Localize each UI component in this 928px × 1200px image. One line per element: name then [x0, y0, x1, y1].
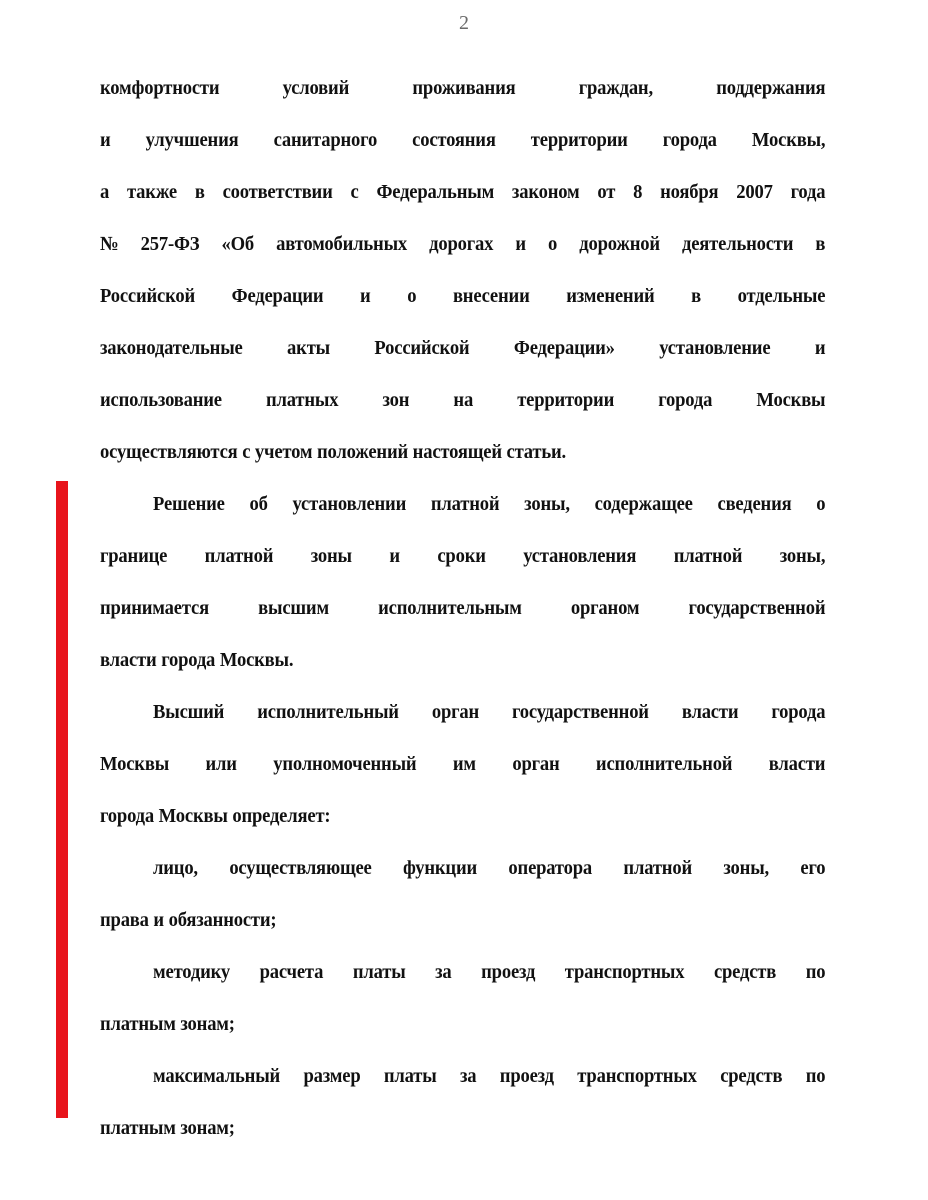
text-line: [100, 530, 825, 582]
text-line: [100, 270, 825, 322]
word: сроки: [437, 545, 486, 567]
word: комфортности: [100, 77, 220, 99]
word: на: [453, 389, 474, 411]
word: учетом: [254, 441, 313, 463]
word: функции: [403, 857, 478, 879]
text-line: [100, 426, 825, 478]
word: платной: [430, 493, 500, 515]
word: платы: [383, 1065, 437, 1087]
word: положений: [317, 441, 409, 463]
text-line: [100, 634, 825, 686]
word: территории: [530, 129, 628, 151]
word: или: [205, 753, 237, 775]
word: Федерации: [231, 285, 324, 307]
word: города: [161, 649, 216, 671]
word: границе: [100, 545, 168, 567]
text-line: [100, 894, 825, 946]
word: акты: [287, 337, 331, 359]
page-number: 2: [459, 12, 469, 34]
word: осуществляются: [100, 441, 238, 463]
word: изменений: [566, 285, 655, 307]
word: Федеральным: [376, 181, 495, 203]
word: с: [242, 441, 251, 463]
word: состояния: [412, 129, 496, 151]
word: зонам;: [180, 1013, 235, 1035]
word: власти: [768, 753, 826, 775]
text-line: [100, 166, 825, 218]
word: за: [459, 1065, 477, 1087]
word: по: [805, 1065, 826, 1087]
word: обязанности;: [168, 909, 277, 931]
word: соответствии: [222, 181, 333, 203]
text-line: [100, 1102, 825, 1154]
word: исполнительный: [257, 701, 399, 723]
word: осуществляющее: [229, 857, 372, 879]
word: расчета: [259, 961, 324, 983]
word: зоны,: [779, 545, 826, 567]
text-line: [100, 842, 825, 894]
word: проезд: [499, 1065, 554, 1087]
word: года: [790, 181, 826, 203]
word: территории: [517, 389, 615, 411]
word: Москвы: [100, 753, 170, 775]
word: и: [515, 233, 526, 255]
word: содержащее: [594, 493, 693, 515]
text-line: [100, 322, 825, 374]
document-text: [100, 62, 825, 1154]
word: и: [389, 545, 400, 567]
word: платным: [100, 1013, 176, 1035]
word: орган: [431, 701, 480, 723]
text-line: [100, 1050, 825, 1102]
word: города: [771, 701, 826, 723]
text-line: [100, 790, 825, 842]
word: установления: [523, 545, 637, 567]
document-body: [100, 62, 826, 1154]
word: условий: [282, 77, 350, 99]
word: санитарного: [273, 129, 378, 151]
text-line: [100, 738, 825, 790]
word: платы: [352, 961, 406, 983]
word: государственной: [512, 701, 649, 723]
word: о: [816, 493, 826, 515]
word: власти: [100, 649, 157, 671]
word: в: [815, 233, 826, 255]
word: высшим: [258, 597, 329, 619]
word: 8: [633, 181, 643, 203]
word: 257-ФЗ: [140, 233, 200, 255]
word: использование: [100, 389, 222, 411]
word: Москвы: [158, 805, 228, 827]
word: зон: [382, 389, 410, 411]
word: уполномоченный: [273, 753, 417, 775]
word: его: [800, 857, 826, 879]
word: орган: [512, 753, 560, 775]
text-line: [100, 686, 825, 738]
word: зонам;: [180, 1117, 235, 1139]
text-line: [100, 62, 825, 114]
word: в: [194, 181, 205, 203]
word: отдельные: [737, 285, 826, 307]
word: лицо,: [153, 857, 198, 879]
word: №: [100, 233, 119, 255]
word: настоящей: [412, 441, 502, 463]
word: города: [100, 805, 154, 827]
word: проживания: [412, 77, 516, 99]
word: зоны,: [723, 857, 770, 879]
word: сведения: [717, 493, 792, 515]
word: платной: [204, 545, 274, 567]
word: средств: [720, 1065, 783, 1087]
word: и: [814, 337, 826, 359]
word: государственной: [688, 597, 826, 619]
word: Федерации»: [513, 337, 615, 359]
word: законом: [511, 181, 580, 203]
word: также: [126, 181, 177, 203]
word: в: [691, 285, 702, 307]
word: а: [100, 181, 110, 203]
word: оператора: [508, 857, 593, 879]
change-bar-marker: [56, 481, 68, 1118]
word: от: [597, 181, 616, 203]
text-line: [100, 946, 825, 998]
word: статьи.: [506, 441, 566, 463]
text-line: [100, 998, 825, 1050]
word: дорожной: [579, 233, 660, 255]
word: автомобильных: [276, 233, 408, 255]
word: исполнительным: [378, 597, 522, 619]
text-line: [100, 114, 825, 166]
word: внесении: [452, 285, 530, 307]
word: о: [407, 285, 417, 307]
word: улучшения: [145, 129, 239, 151]
word: «Об: [221, 233, 255, 255]
word: с: [350, 181, 359, 203]
text-line: [100, 374, 825, 426]
word: дорогах: [429, 233, 494, 255]
word: им: [452, 753, 476, 775]
word: по: [805, 961, 826, 983]
word: о: [548, 233, 558, 255]
text-line: [100, 478, 825, 530]
word: платным: [100, 1117, 176, 1139]
word: транспортных: [577, 1065, 697, 1087]
word: установлении: [292, 493, 407, 515]
word: проезд: [481, 961, 536, 983]
word: ноября: [660, 181, 719, 203]
word: Российской: [374, 337, 470, 359]
word: граждан,: [578, 77, 653, 99]
word: права: [100, 909, 149, 931]
word: и: [360, 285, 371, 307]
word: исполнительной: [595, 753, 733, 775]
word: транспортных: [564, 961, 685, 983]
word: принимается: [100, 597, 209, 619]
word: за: [435, 961, 452, 983]
word: поддержания: [716, 77, 826, 99]
word: зоны: [310, 545, 352, 567]
word: методику: [153, 961, 230, 983]
word: власти: [681, 701, 739, 723]
word: зоны,: [524, 493, 570, 515]
word: платной: [673, 545, 743, 567]
word: органом: [570, 597, 640, 619]
word: платной: [623, 857, 692, 879]
word: определяет:: [232, 805, 331, 827]
word: Решение: [153, 493, 225, 515]
word: Москвы,: [751, 129, 826, 151]
word: и: [153, 909, 164, 931]
word: Высший: [153, 701, 225, 723]
word: 2007: [736, 181, 773, 203]
word: Москвы.: [219, 649, 294, 671]
word: деятельности: [682, 233, 794, 255]
word: и: [100, 129, 111, 151]
word: законодательные: [100, 337, 243, 359]
word: размер: [303, 1065, 361, 1087]
text-line: [100, 218, 825, 270]
word: об: [249, 493, 268, 515]
word: Российской: [100, 285, 196, 307]
word: города: [662, 129, 717, 151]
word: города: [658, 389, 713, 411]
word: установление: [659, 337, 771, 359]
word: платных: [265, 389, 339, 411]
text-line: [100, 582, 825, 634]
word: Москвы: [756, 389, 826, 411]
word: максимальный: [153, 1065, 281, 1087]
word: средств: [713, 961, 777, 983]
